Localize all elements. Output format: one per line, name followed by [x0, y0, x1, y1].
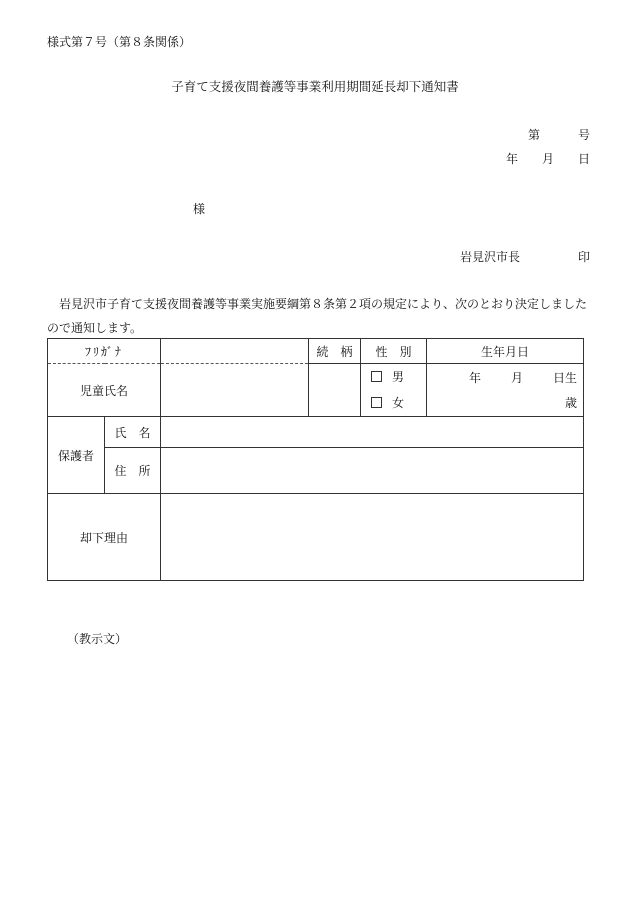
- relationship-label: 続 柄: [309, 339, 361, 364]
- birth-year-unit: 年: [468, 371, 481, 385]
- seal-mark: 印: [577, 250, 590, 264]
- birthdate-units: [469, 369, 577, 386]
- date-year: 年: [505, 152, 518, 166]
- male-option[interactable]: [371, 364, 426, 390]
- guardian-name-field[interactable]: [161, 417, 584, 448]
- guardian-address-field[interactable]: [161, 448, 584, 494]
- female-label: 女: [392, 396, 405, 410]
- guardian-name-label: 氏 名: [105, 417, 161, 448]
- birth-day-unit: 日生: [553, 371, 578, 385]
- application-table: [47, 338, 584, 581]
- date-day: 日: [577, 152, 590, 166]
- issue-date-line: [506, 150, 590, 167]
- female-checkbox[interactable]: [371, 397, 382, 408]
- document-number-line: [528, 126, 590, 143]
- appeal-notice: （教示文）: [67, 632, 128, 646]
- number-prefix: 第: [527, 128, 540, 142]
- birth-month-unit: 月: [510, 371, 523, 385]
- guardian-label: 保護者: [48, 417, 105, 494]
- issuer-name: 岩見沢市長: [459, 250, 520, 264]
- female-option[interactable]: [371, 390, 426, 416]
- rejection-reason-field[interactable]: [161, 494, 584, 581]
- age-unit: 歳: [565, 396, 578, 410]
- guardian-address-label: 住 所: [105, 448, 161, 494]
- furigana-label: ﾌﾘｶﾞﾅ: [48, 339, 161, 364]
- furigana-field[interactable]: [161, 339, 309, 364]
- addressee-honorific: 様: [193, 202, 206, 216]
- birthdate-field[interactable]: [427, 364, 584, 417]
- male-label: 男: [392, 370, 405, 384]
- rejection-reason-label: 却下理由: [48, 494, 161, 581]
- child-name-label: 児童氏名: [48, 364, 161, 417]
- relationship-field[interactable]: [309, 364, 361, 417]
- issuer-line: [460, 248, 590, 265]
- sex-label: 性 別: [361, 339, 427, 364]
- document-title: 子育て支援夜間養護等事業利用期間延長却下通知書: [171, 79, 459, 94]
- male-checkbox[interactable]: [371, 371, 382, 382]
- body-text: 岩見沢市子育て支援夜間養護等事業実施要綱第８条第２項の規定により、次のとおり決定しましたので通知します。: [47, 297, 588, 335]
- number-suffix: 号: [577, 128, 590, 142]
- child-name-field[interactable]: [161, 364, 309, 417]
- date-month: 月: [541, 152, 554, 166]
- form-number: 様式第７号（第８条関係）: [47, 35, 192, 49]
- sex-options: [361, 364, 427, 417]
- birthdate-label: 生年月日: [427, 339, 584, 364]
